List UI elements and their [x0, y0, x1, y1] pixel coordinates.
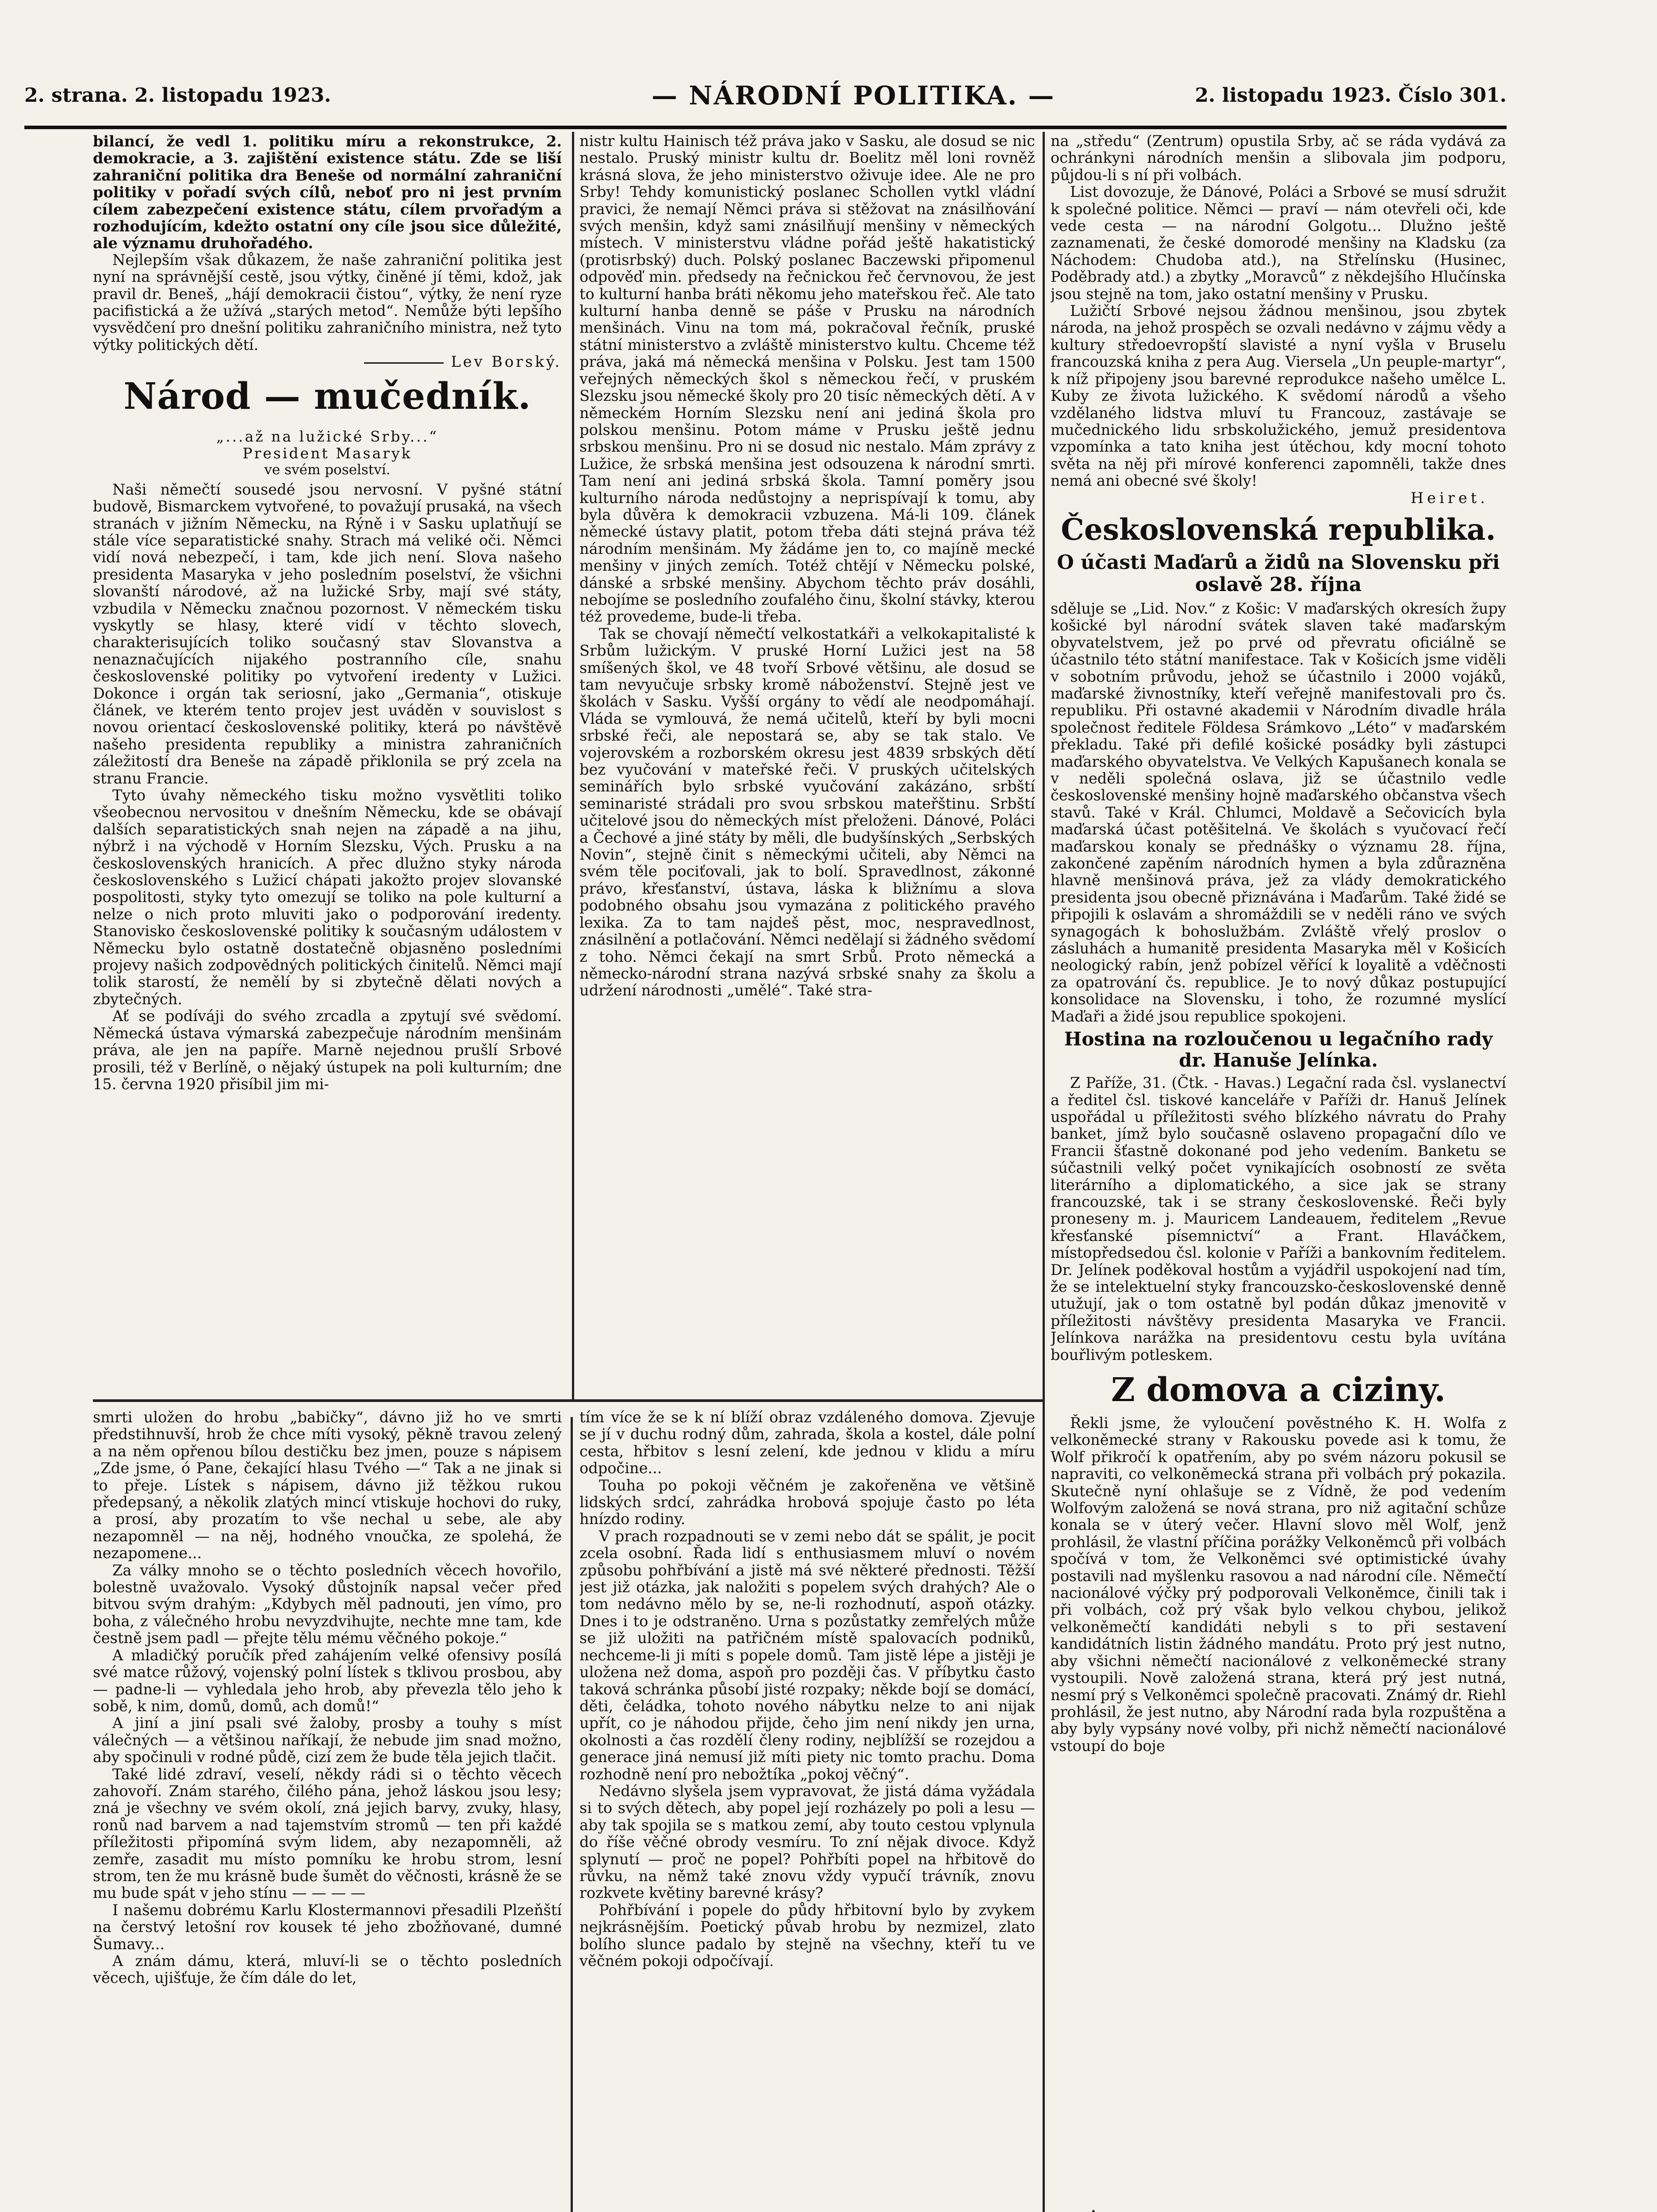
headline-hostina: Hostina na rozloučenou u legačního rady dr. Hanuše Jelínka.	[1064, 1028, 1493, 1071]
article-text: Řekli jsme, že vyloučení pověstného K. H. Wolfa z velkoněmecké strany v Rakousku povede asi k tomu, že Wolf přikročí k opatřením, aby po svém názoru pokusil se napraviti, co velkoněmecká strana při volbách prý pokazila. Skutečně nyní ohlašuje se z Vídně, že pod vedením Wolfovým založená se nová strana, pro niž agitační schůze konala se v úterý večer. Hlavní slovo měl Wolf, jenž prohlásil, že vlastní příčina porážky Velkoněmců při volbách spočívá v tom, že Velkoněmci své optimistické úvahy postavili nad myšlenku rasovou a nad národní cíle. Němečtí nacionálové výčky prý podporovali Velkoněmce, činili tak i při volbách, což prý však bylo velkou chybou, jelikož velkoněmečtí kandidáti nebyli s to při sestavení kandidátních listin žádného mandátu. Proto prý jest nutno, aby všichni němečtí nacionálové z velkoněmecké strany vystoupili. Nově založená strana, která prý jest nutná, nesmí prý s Velkoněmci společně pracovati. Známý dr. Riehl prohlásil, že jest nutno, aby Národní rada byla rozpuštěna a aby byly vypsány nové volby, při nichž němečtí nacionálové vstoupí do boje	[1051, 1414, 1506, 1755]
feuilleton-text: Nedávno slyšela jsem vypravovat, že jistá dáma vyžádala si to svých dětech, aby popel její rozházely po poli a lesu — aby tak spojila se s matkou zemí, aby touto cestou vplynula do říše věčné obrody vesmíru. To zní nějak divoce. Když splynutí — proč ne popel? Pohřbíti popel na hřbitově do růvku, na němž také znovu vždy vypučí trávník, znovu rozkvete květiny barevné krásy?	[579, 1782, 1035, 1902]
feuilleton-rule	[93, 1399, 1044, 1402]
column-3	[1051, 133, 1506, 2212]
header-rule	[24, 126, 1507, 129]
headline-narod-mucednik: Národ — mučedník.	[123, 375, 531, 418]
column-1	[93, 133, 562, 1397]
feuilleton-text: V prach rozpadnouti se v zemi nebo dát se spálit, je pocit zcela osobní. Řada lidí s enthusiasmem mluví o novém způsobu pohřbívání a jistě má své některé přednosti. Těžší jest již otázka, jak naložiti s popelem svých drahých? Ale o tom nedávno mělo by se, ne-li rozhodnutí, aspoň otázky. Dnes i to je odstraněno. Urna s pozůstatky zemřelých může se již uložiti na patřičném místě spalovacích podniků, nechceme-li ji míti s popele domů. Tam jistě lépe a jistěji je uložena než doma, aspoň pro později čas. V příbytku často taková schránka působí jisté rozpaky; někde bojí se domácí, děti, čeládka, tohoto nového nábytku nelze to ani nijak upřít, co je náhodou přijde, čeho jim není nikdy jen urna, okolnosti a čas rozdělí členy rodiny, nejblížší se rozejdou a generace jiná nemusí již míti piety nic tomto prachu. Doma rozhodně není pro nebožtíka „pokoj věčný“.	[579, 1527, 1035, 1783]
page-header	[24, 80, 1507, 118]
article-text: bilancí, že vedl 1. politiku míru a rekonstrukce, 2. demokracie, a 3. zajištění existence státu. Zde se liší zahraniční politika dra Beneše od normální zahraniční politiky v pořadí svých cílů, neboť pro ni jest prvním cílem zabezpečení existence státu, cílem prvořadým a rozhodujícím, kdežto ostatní ony cíle jsou sice důležité, ale významu druhořadého.	[93, 133, 562, 252]
feuilleton-text: Také lidé zdraví, veselí, někdy rádi si o těchto věcech zahovoří. Znám starého, čilého pána, jehož láskou jsou lesy; zná je všechny ve svém okolí, zná jejich barvy, zvuky, hlasy, ronů nad barvem a nad tajemstvím stromů — ten při každé příležitosti připomíná svým lidem, aby nezapomněli, až zemře, zasadit mu místo pomníku ke hrobu strom, lesní strom, ten že mu krásně bude šumět do věčnosti, krásně že se mu bude spát v jeho stínu — — — —	[93, 1765, 562, 1902]
feuilleton-column-1	[93, 1409, 562, 2212]
column-2	[579, 133, 1035, 1397]
section-heading-republika: Československá republika.	[1061, 512, 1496, 547]
author-name: Lev Borský.	[451, 353, 562, 371]
author-signature: Heiret.	[1411, 489, 1488, 507]
article-text: Naši němečtí sousedé jsou nervosní. V pyšné státní budově, Bismarckem vytvořené, to považují prusaká, na všech stranách v jižním Německu, na Rýně i v Sasku uplatňují se stále více separatistické snahy. Strach má veliké oči. Němci vidí nová nebezpečí, i tam, kde jich není. Slova našeho presidenta Masaryka v jeho posledním poselství, že všichni slovanští národové, až na lužické Srby, mají své státy, vzbudila v Německu značnou pozornost. V německém tisku vyskytly se hlasy, které vidí v těchto slovech, charakterisujících toliko současný stav Slovanstva a nenaznačujících nijakého postranního cíle, snahu československé politiky po vytvoření iredenty v Lužici. Dokonce i orgán tak seriosní, jako „Germania“, otiskuje článek, ve kterém tento projev jest uváděn v souvislost s novou orientací československé politiky, která po návštěvě našeho presidenta republiky a ministra zahraničních záležitostí dra Beneše na západě přiklonila se prý zcela na stranu Francie.	[93, 480, 562, 787]
article-text: Lužičtí Srbové nejsou žádnou menšinou, jsou zbytek národa, na jehož prospěch se ozvali nedávno v zájmu vědy a kultury středoevropští slavisté a nyní vyšla v Bruselu francouzská kniha z pera Aug. Viersela „Un peuple-martyr“, k níž připojeny jsou barevné reprodukce našeho umělce L. Kuby ze života lužického. K svědomí národů a všeho vzdělaného lidstva mluví tu Francouz, zastávaje se mučednického lidu srbskolužického, jemuž presidentova vzpomínka a tato kniha jest útěchou, kdy mocní tohoto světa na něj při mírové konferenci zapomněli, takže dnes nemá ani obecné své školy!	[1051, 302, 1506, 490]
signature-rule	[364, 362, 444, 364]
header-issue-number: 2. listopadu 1923. Číslo 301.	[1195, 84, 1507, 107]
section-heading-z-domova: Z domova a ciziny.	[1111, 1371, 1446, 1409]
article-text: Tak se chovají němečtí velkostatkáři a velkokapitalisté k Srbům lužickým. V pruské Horní Lužici jest na 58 smíšených škol, ve 48 tvoří Srbové většinu, ale dosud se tam nevyučuje srbsky kromě náboženství. Stejně jest ve školách v Sasku. Vyšší orgány to vědí ale neodpomáhají. Vláda se vymlouvá, že nemá učitelů, kteří by byli mocni srbské řeči, ale nepostará se, aby se tak stalo. Ve vojerovském a rozborském okresu jest 4839 srbských dětí bez vyučování v mateřské řeči. V pruských učitelských seminářích bylo srbské vyučování zakázáno, srbští seminaristé strádali pro svou srbskou mateřštinu. Srbští učitelové jsou do německých míst přeloženi. Dánové, Poláci a Čechové a jiné státy by měli, dle budyšínských „Serbských Novin“, stejně činit s německými učiteli, aby Němci na svém těle pociťovali, jak to bolí. Spravedlnost, zákonné právo, křesťanství, ústava, láska k bližnímu a slova podobného obsahu jsou vymazána z politického pravého lexika. Za to tam najdeš pěst, moc, nespravedlnost, znásilnění a potlačování. Němci nedělají si žádného svědomí z toho. Němci čekají na smrt Srbů. Proto německá a německo-národní strana nazývá srbské snahy za školu a udržení národnosti „umělé“. Také stra-	[579, 625, 1035, 999]
article-text: na „středu“ (Zentrum) opustila Srby, ač se ráda vydává za ochránkyni národních menšin a slibovala jim podporu, půjdou-li s ní při volbách.	[1051, 133, 1506, 184]
feuilleton-text: Touha po pokoji věčném je zakořeněna ve většině lidských srdcí, zahrádka hrobová spojuje často po léta hnízdo rodiny.	[579, 1476, 1035, 1528]
article-text: List dovozuje, že Dánové, Poláci a Srbové se musí sdružit k společné politice. Němci — praví — nám otevřeli oči, kde vede cesta — na národní Golgotu... Dlužno ještě zaznamenati, že české domorodé menšiny na Kladsku (za Náchodem: Chudoba atd.), na Střelínsku (Husinec, Poděbrady atd.) a zbytky „Moravců“ z někdejšího Hlučínska jsou stejně na tom, jako ostatní menšiny v Prusku.	[1051, 183, 1506, 303]
motto-quote: „...až na lužické Srby...“	[216, 427, 438, 445]
article-text: Tyto úvahy německého tisku možno vysvětliti toliko všeobecnou nervositou v dnešním Německu, kde se obávají dalších separatistických snah nejen na západě a na jihu, nýbrž i na východě v Horním Slezsku, Vých. Prusku a na československých hranicích. A přec dlužno styky národa československého s Lužicí chápati jakožto projev slovanské pospolitosti, styky tyto omezují se toliko na pole kulturní a nelze o nich proto mluviti jako o podporování iredenty. Stanovisko československé politiky k současným událostem v Německu bylo ostatně dostatečně objasněno posledními projevy našich zodpovědných politických činitelů. Němci mají tolik starostí, že nemělí by si zbytečně dělati nových a zbytečných.	[93, 787, 562, 1008]
author-signature	[93, 353, 562, 370]
column-rule-2	[1043, 132, 1045, 2212]
feuilleton-text: Za války mnoho se o těchto posledních věcech hovořilo, bolestně uvažovalo. Vysoký důstojník napsal večer před bitvou svým drahým: „Kdybych měl padnouti, jen vímo, pro boha, z válečného hrobu nevyzdvihujte, nechte mne tam, kde čestně jsem padl — přejte tělu mému věčného pokoje.“	[93, 1561, 562, 1647]
column-rule-1	[572, 132, 574, 1399]
feuilleton-text: A jiní a jiní psali své žaloby, prosby a touhy s míst válečných — a většinou naříkají, že nebude jim snad možno, aby spočinuli v rodné půdě, cizí zem že bude těla jejich tlačit.	[93, 1714, 562, 1766]
feuilleton-text: tím více že se k ní blíží obraz vzdáleného domova. Zjevuje se jí v duchu rodný dům, zahrada, škola a kostel, dále polní cesta, hřbitov s lesní zelení, kde jednou v klidu a míru odpočine...	[579, 1409, 1035, 1477]
motto-source: ve svém poselství.	[264, 461, 391, 478]
feuilleton-column-2	[579, 1409, 1035, 2212]
feuilleton-text: I našemu dobrému Karlu Klostermannovi přesadili Plzeňští na čerstvý letošní rov kousek té jeho zbožňované, dumné Šumavy...	[93, 1901, 562, 1953]
feuilleton-text: Pohřbívání i popele do půdy hřbitovní bylo by zvykem nejkrásnějším. Poetický půvab hrobu by nezmizel, zlato bolího slunce padalo by stejně na všechny, kteří tu ve věčném pokoji odpočívají.	[579, 1901, 1035, 1970]
headline-madari: O účasti Maďarů a židů na Slovensku při oslavě 28. října	[1057, 551, 1500, 596]
masthead-title: — NÁRODNÍ POLITIKA. —	[652, 81, 1055, 111]
article-text: Z Paříže, 31. (Čtk. - Havas.) Legační rada čsl. vyslanectví a ředitel čsl. tiskové kanceláře v Paříži dr. Hanuš Jelínek uspořádal u příležitosti svého blízkého návratu do Prahy banket, jímž bylo současně oslaveno propagační dílo ve Francii šťastně dokonané pod jeho vedením. Banketu se súčastnili velký počet vynikajících osobností ze světa literárního a diplomatického, a sice jak se strany francouzské, tak i se strany československé. Řeči byly proneseny m. j. Mauricem Landeauem, ředitelem „Revue křesťanské písemnictví“ a Frant. Hlaváčkem, místopředsedou čsl. kolonie v Paříži a bankovním ředitelem. Dr. Jelínek poděkoval hostům a vyjádřil uspokojení nad tím, že se intelektuelní styky francouzsko-československé denně utužují, jak o tom ostatně byl podán důkaz jmenovitě v příležitosti návštěvy presidenta Masaryka ve Francii. Jelínkova narážka na presidentovu cestu byla uvítána bouřlivým potleskem.	[1051, 1074, 1506, 1363]
feuilleton-text: A znám dámu, která, mluví-li se o těchto posledních věcech, ujišťuje, že čím dále do let,	[93, 1952, 562, 1987]
article-text: sděluje se „Lid. Nov.“ z Košic: V maďarských okresích župy košické byl národní svátek slaven také maďarským obyvatelstvem, jež po prvé od převratu oficiálně se účastnilo této státní manifestace. Tak v Košicích jsme viděli v sobotním průvodu, jehož se účastnilo i 2000 vojáků, maďarské živnostníky, kteří veřejně manifestovali pro čs. republiku. Při ostavné akademii v Národním divadle hrála společnost ředitele Földesa Srámkovo „Léto“ v maďarském překladu. Také při defilé košické posádky byli zástupci maďarského obyvatelstva. Ve Velkých Kapušanech konala se v neděli společná oslava, již se účastnilo vedle československé menšiny hojně maďarského občanstva všech stavů. Také v Král. Chlumci, Moldavě a Sečovicích byla maďarská účast potěšitelná. Ve školách s vyučovací řečí maďarskou konaly se přednášky o významu 28. října, zakončené zapěním národních hymen a byla zdůrazněna hlavně menšinová práva, jež za vlády demokratického presidenta jsou obecně přiznávána i Maďarům. Také židé se připojili k oslavám a shromáždili se v neděli ráno ve svých synagogách k bohoslužbám. Zvláště vřelý proslov o zásluhách a humanitě presidenta Masaryka měl v Košicích neologický rabín, jenž pobízel věřící k loyalitě a vděčnosti za opatrování čs. republice. Je to nový důkaz postupující konsolidace na Slovensku, i toho, že rozumné myslící Maďaři a židé jsou republice spokojeni.	[1051, 599, 1506, 1025]
feuilleton-text: A mladičký poručík před zahájením velké ofensivy posílá své matce růžový, vojenský polní lístek s tklivou prosbou, aby — padne-li — vyhledala jeho hrob, aby převezla tělo jeho k sobě, k nim, domů, domů, ach domů!“	[93, 1646, 562, 1715]
motto-author: President Masaryk	[242, 444, 412, 462]
article-text: Ať se podíváji do svého zrcadla a zpytují své svědomí. Německá ústava výmarská zabezpečuje národním menšinám práva, ale jen na papíře. Marně nejednou prušlí Srbové prosili, též v Berlíně, o nějaký ústupek na poli kulturním; dne 15. června 1920 přisíbil jim mi-	[93, 1007, 562, 1093]
column-rule-3	[571, 1417, 573, 2212]
header-page-date: 2. strana. 2. listopadu 1923.	[24, 84, 331, 107]
feuilleton-text: smrti uložen do hrobu „babičky“, dávno již ho ve smrti předstihnuvší, hrob že chce míti vysoký, pěkně travou zelený a na něm opřenou bílou destičku bez jmen, pouze s nápisem „Zde jsme, ó Pane, čekající hlasu Tvého —“ Tak a ne jinak si to přeje. Lístek s nápisem, dávno již těžkou rukou předepsaný, a několik zlatých mincí vtiskuje hochovi do ruky, a prosí, aby prozatím to vše nechal u sebe, ale aby nezapomněl — na něj, hodného vnoučka, ze spolehá, že nezapomene...	[93, 1409, 562, 1562]
article-text: Nejlepším však důkazem, že naše zahraniční politika jest nyní na správnější cestě, jsou výtky, činěné jí těmi, kdož, jak pravil dr. Beneš, „hájí demokracii čistou“, výtky, že není ryze pacifistická a že užívá „starých metod“. Nemůže býti lepšího vysvědčení pro dnešní politiku zahraničního ministra, než tyto výtky politických dětí.	[93, 251, 562, 353]
article-text: nistr kultu Hainisch též práva jako v Sasku, ale dosud se nic nestalo. Pruský ministr kultu dr. Boelitz měl loni rovněž krásná slova, že jeho ministerstvo oživuje idee. Ale ne pro Srby! Tehdy komunistický poslanec Schollen vytkl vládní pravici, že nemají Němci práva si stěžovat na znásilňování svých menšin, když sami znásilňují menšiny v německých místech. V ministerstvu vládne pořád ještě hakatistický (protisrbský) duch. Polský poslanec Baczewski připomenul odpověď min. předsedy na řečnickou řeč červnovou, že jest to kulturní hanba bráti někomu jeho mateřskou řeč. Ale tato kulturní hanba denně se páše v Prusku na národních menšinách. Vinu na tom má, pokračoval řečník, pruské státní ministerstvo a zvláště ministerstvo kultu. Chceme též práva, jaká má německá menšina v Polsku. Jest tam 1500 veřejných německých škol s německou řečí, v pruském Slezsku jsou německé školy pro 20 tisíc německých dětí. A v německém Horním Slezsku není ani jediná škola pro polskou menšinu. Potom máme v Prusku ještě jednu srbskou menšinu. Pro ni se dosud nic nestalo. Mám zprávy z Lužice, že srbská menšina jest odsouzena k národní smrti. Tam není ani jediná srbská škola. Tamní poměry jsou kulturního národa nedůstojny a neprispívají k tomu, aby byla důvěra k demokracii vzbuzena. Má-li 109. článek německé ústavy platit, potom třeba dáti stejná práva též národním menšinám. My žádáme jen to, co majíně mecké menšiny v jiných zemích. Totéž chtějí v Německu polské, dánské a srbské menšiny. Abychom těchto práv dosáhli, nebojíme se posledního zoufalého činu, školní stávky, kterou též provedeme, bude-li třeba.	[579, 133, 1035, 626]
